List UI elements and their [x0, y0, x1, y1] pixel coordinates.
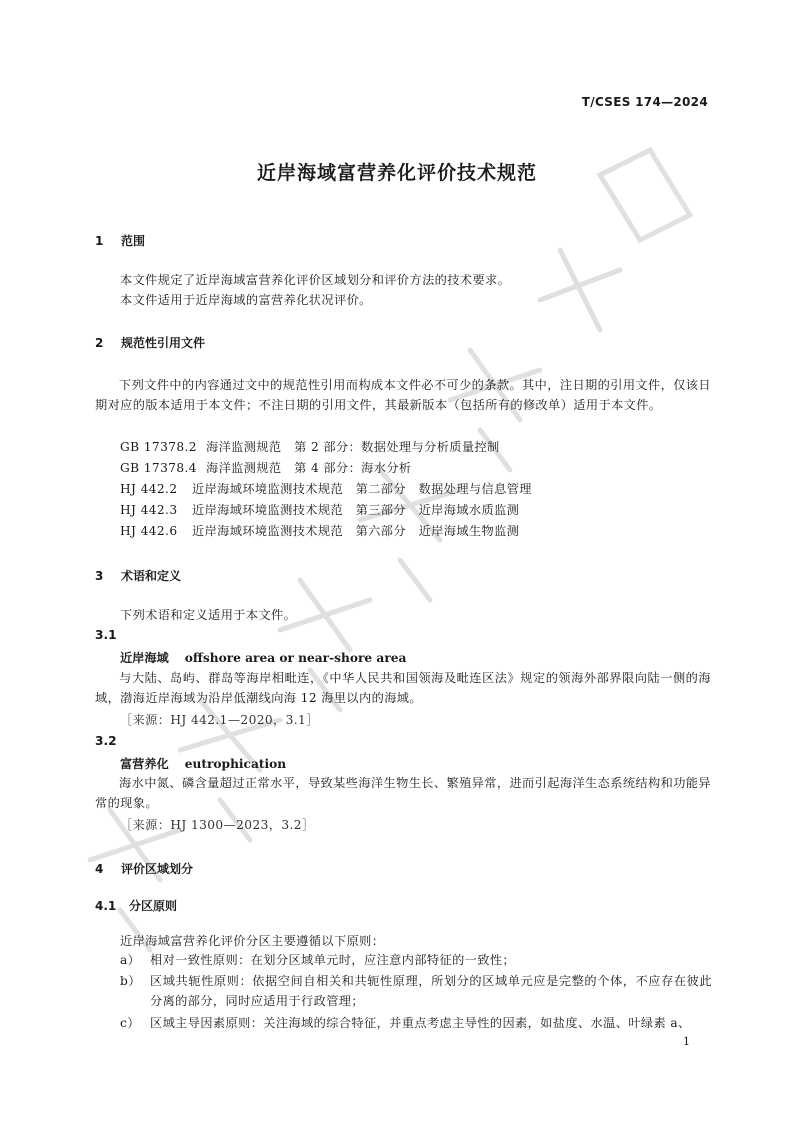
section-number: 4 [95, 862, 104, 876]
section-heading [95, 567, 181, 584]
paragraph: 下列术语和定义适用于本文件。 [120, 608, 297, 622]
term-zh: 富营养化 [120, 757, 169, 771]
section-heading [95, 232, 145, 249]
term-definition [95, 773, 711, 813]
section-number: 2 [95, 336, 104, 350]
term-heading [120, 755, 286, 772]
reference-code: GB 17378.2 [120, 440, 197, 454]
reference-title: 近岸海域环境监测技术规范 第六部分 近岸海域生物监测 [192, 524, 520, 538]
section-number: 3 [95, 569, 104, 583]
section-number: 1 [95, 234, 104, 248]
term-number: 3.2 [95, 734, 117, 748]
section-heading [95, 334, 205, 351]
list-marker: b） [120, 974, 141, 988]
term-en: eutrophication [184, 757, 287, 771]
reference-code: HJ 442.3 [120, 503, 178, 517]
term-source: ［来源：HJ 1300—2023，3.2］ [120, 818, 315, 832]
subsection-title: 分区原则 [129, 899, 178, 913]
section-title: 评价区域划分 [121, 862, 194, 876]
reference-code: HJ 442.2 [120, 482, 178, 496]
term-definition [95, 668, 711, 708]
list-text: 相对一致性原则：在划分区域单元时，应注意内部特征的一致性； [150, 953, 516, 967]
reference-item [120, 438, 500, 455]
paragraph: 本文件适用于近岸海域的富营养化状况评价。 [120, 293, 372, 307]
list-text: 区域共轭性原则：依据空间自相关和共轭性原理，所划分的区域单元应是完整的个体，不应存在彼此分离的部分，同时应适用于行政管理； [150, 974, 712, 1008]
term-heading [120, 649, 406, 666]
list-marker: c） [120, 1016, 140, 1030]
reference-item [120, 501, 519, 518]
paragraph: 近岸海域富营养化评价分区主要遵循以下原则： [120, 934, 385, 948]
term-zh: 近岸海域 [120, 651, 169, 665]
section-heading [95, 860, 193, 877]
term-source: ［来源：HJ 442.1—2020，3.1］ [120, 713, 319, 727]
section-title: 术语和定义 [121, 569, 182, 583]
paragraph [95, 375, 711, 415]
section-title: 规范性引用文件 [121, 336, 206, 350]
list-item [120, 1013, 712, 1033]
page-number: 1 [683, 1035, 690, 1048]
reference-code: HJ 442.6 [120, 524, 178, 538]
reference-title: 海洋监测规范 第 2 部分：数据处理与分析质量控制 [206, 440, 500, 454]
list-marker: a） [120, 953, 141, 967]
reference-title: 近岸海域环境监测技术规范 第二部分 数据处理与信息管理 [192, 482, 532, 496]
term-en: offshore area or near-shore area [184, 651, 407, 665]
reference-item [120, 459, 412, 476]
list-item [120, 950, 712, 970]
paragraph: 本文件规定了近岸海域富营养化评价区域划分和评价方法的技术要求。 [120, 273, 511, 287]
section-title: 范围 [121, 234, 146, 248]
reference-title: 海洋监测规范 第 4 部分：海水分析 [206, 461, 412, 475]
reference-item [120, 522, 519, 539]
reference-item [120, 480, 532, 497]
reference-code: GB 17378.4 [120, 461, 197, 475]
paragraph-text: 下列文件中的内容通过文中的规范性引用而构成本文件必不可少的条款。其中，注日期的引用文件，仅该日期对应的版本适用于本文件；不注日期的引用文件，其最新版本（包括所有的修改单）适用于本文件。 [95, 378, 711, 412]
definition-text: 与大陆、岛屿、群岛等海岸相毗连，《中华人民共和国领海及毗连区法》规定的领海外部界限向陆一侧的海域，渤海近岸海域为沿岸低潮线向海 12 海里以内的海域。 [95, 671, 711, 705]
document-title: 近岸海域富营养化评价技术规范 [256, 162, 537, 184]
term-number: 3.1 [95, 628, 117, 642]
document-number: T/CSES 174—2024 [581, 95, 708, 109]
subsection-number: 4.1 [95, 899, 117, 913]
definition-text: 海水中氮、磷含量超过正常水平，导致某些海洋生物生长、繁殖异常，进而引起海洋生态系统结构和功能异常的现象。 [95, 776, 711, 810]
list-text: 区域主导因素原则：关注海域的综合特征，并重点考虑主导性的因素，如盐度、水温、叶绿素 a、 [150, 1016, 691, 1030]
subsection-heading [95, 897, 177, 914]
reference-title: 近岸海域环境监测技术规范 第三部分 近岸海域水质监测 [192, 503, 520, 517]
list-item [120, 971, 712, 1011]
